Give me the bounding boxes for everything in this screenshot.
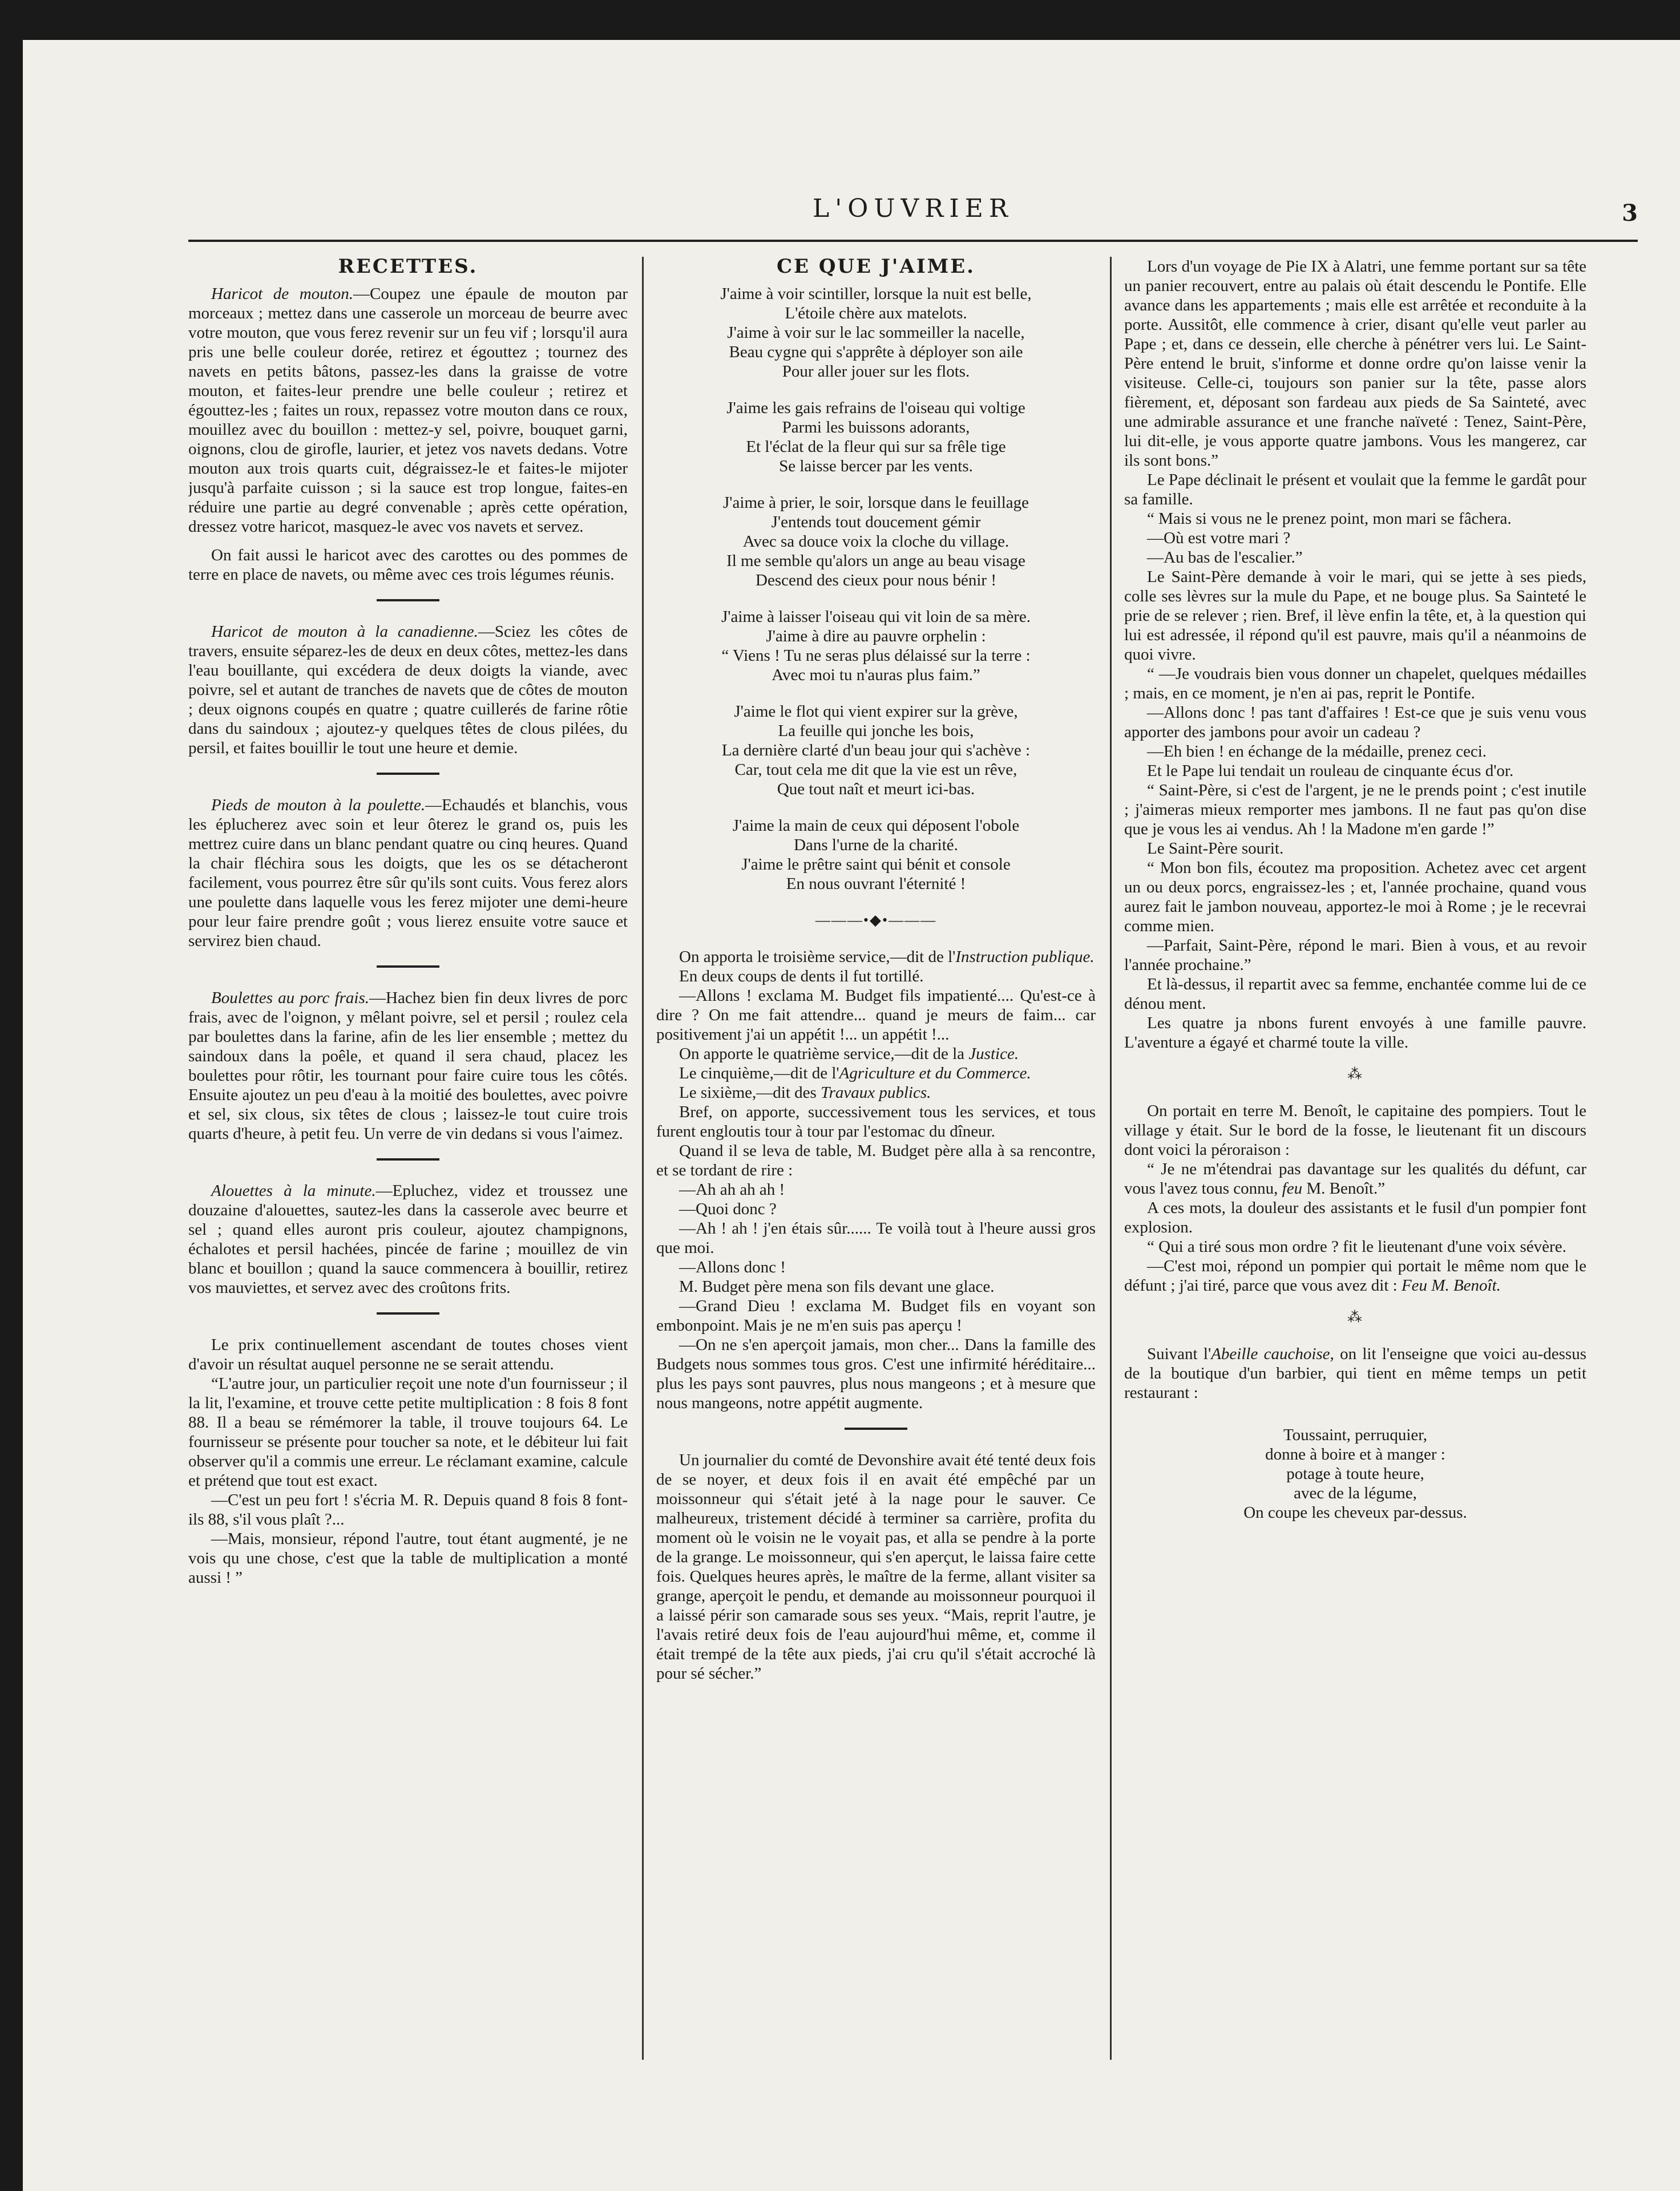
recipe-title: Pieds de mouton à la poulette. xyxy=(211,796,426,814)
asterism-divider: ⁂ xyxy=(1347,1066,1363,1082)
recipe-title: Boulettes au porc frais. xyxy=(211,989,370,1007)
page-number: 3 xyxy=(1622,200,1638,227)
poem-line: En nous ouvrant l'éternité ! xyxy=(786,875,966,893)
story-paragraph: Lors d'un voyage de Pie IX à Alatri, une femme portant sur sa tête un panier recouvert, entre au palais où était descendu le Pontife. Elle avance dans les appartements ; mais elle est arrêtée et reconduite à la porte. Aussitôt, elle commence à crier, disant qu'elle veut parler au Pape ; et, dans ce dessein, elle cherche à pénétrer vers lui. Le Saint-Père entend le bruit, s'informe et donne ordre qu'on laisse venir la visiteuse. Celle-ci, toujours son panier sur la tête, passe alors fièrement, et, déposant son fardeau aux pieds de Sa Sainteté, avec une admirable assurance et une franche naïveté : Tenez, Saint-Père, lui dit-elle, je vous apporte quatre jambons. Vous les mangerez, car ils sont bons.” xyxy=(1124,257,1586,470)
poem-line: “ Viens ! Tu ne seras plus délaissé sur la terre : xyxy=(721,646,1031,665)
divider xyxy=(377,1158,439,1161)
story-paragraph: Les quatre ja nbons furent envoyés à une famille pauvre. L'aventure a égayé et charmé toute la ville. xyxy=(1124,1014,1586,1052)
story-paragraph: —Ah ah ah ah ! xyxy=(679,1181,785,1199)
story-paragraph xyxy=(1124,1344,1586,1402)
recipe-title: Haricot de mouton à la canadienne. xyxy=(211,622,478,641)
poem-line: J'aime la main de ceux qui déposent l'obole xyxy=(732,816,1020,835)
recipe-haricot-mouton xyxy=(188,284,628,536)
sign-line: avec de la légume, xyxy=(1294,1484,1417,1502)
poem-line: Et l'éclat de la fleur qui sur sa frêle tige xyxy=(746,438,1006,456)
story-paragraph: —Mais, monsieur, répond l'autre, tout étant augmenté, je ne vois qu une chose, c'est que la table de multiplication a monté aussi ! ” xyxy=(188,1530,628,1587)
recipe-alouettes xyxy=(188,1181,628,1297)
story-paragraph: —Au bas de l'escalier.” xyxy=(1147,548,1303,567)
italic-text: Agriculture et du Commerce. xyxy=(839,1064,1031,1082)
story-paragraph: “L'autre jour, un particulier reçoit une note d'un fournisseur ; il la lit, l'examine, et trouve cette petite multiplication : 8 fois 8 font 88. Il a beau se rémémorer la table, il trouve toujours 64. Le fournisseur se présente pour toucher sa note, et le débiteur lui fait observer qu'il a commis une erreur. Le réclamant examine, calcule et prétend que tout est exact. xyxy=(188,1375,628,1490)
italic-text: Abeille cauchoise, xyxy=(1211,1345,1334,1363)
italic-text: Instruction publique. xyxy=(955,948,1095,966)
column-rule-2 xyxy=(1110,257,1112,2060)
recipe-body: —Sciez les côtes de travers, ensuite séparez-les de deux en deux côtes, mettez-les dans l'eau bouillante, qui excédera de deux doigts la viande, avec poivre, sel et autant de tranches de navets que de côtes de mouton ; deux oignons coupés en quatre ; quatre cuillerés de farine rôtie dans du saindoux ; ajoutez-y quelques têtes de clous pilées, du persil, et faites bouillir le tout une heure et demie. xyxy=(188,622,628,757)
story-paragraph: “ Saint-Père, si c'est de l'argent, je ne le prends point ; c'est inutile ; j'aimeras mieux remporter mes jambons. Il ne faut pas qu'on dise que je vous les ai vendus. Ah ! la Madone m'en garde !” xyxy=(1124,781,1586,838)
recipe-haricot-canadienne xyxy=(188,622,628,758)
italic-text: Feu M. Benoît. xyxy=(1401,1276,1501,1295)
sign-line: Toussaint, perruquier, xyxy=(1283,1426,1428,1444)
poem-line: Pour aller jouer sur les flots. xyxy=(782,362,970,381)
text: Le cinquième,—dit de l' xyxy=(679,1064,839,1082)
poem-line: J'aime à voir sur le lac sommeiller la nacelle, xyxy=(727,324,1025,342)
stanza xyxy=(656,284,1096,381)
sign-line: On coupe les cheveux par-dessus. xyxy=(1243,1503,1467,1522)
story-paragraph: —Grand Dieu ! exclama M. Budget fils en voyant son embonpoint. Mais je ne m'en suis pas aperçu ! xyxy=(656,1297,1096,1335)
recipe-boulettes xyxy=(188,988,628,1143)
divider xyxy=(377,599,439,601)
poem-line: J'aime à voir scintiller, lorsque la nuit est belle, xyxy=(720,285,1032,303)
text: on lit l'enseigne que voici au-dessus de la boutique d'un barbier, qui tient en même temps un petit restaurant : xyxy=(1124,1345,1586,1402)
stanza xyxy=(656,607,1096,685)
poem-line: Descend des cieux pour nous bénir ! xyxy=(756,571,996,589)
stanza xyxy=(656,816,1096,894)
poem-line: Avec moi tu n'auras plus faim.” xyxy=(772,666,980,684)
stanza xyxy=(656,702,1096,799)
column-anecdotes xyxy=(1124,257,1586,2100)
story-paragraph: En deux coups de dents il fut tortillé. xyxy=(679,967,924,985)
story-paragraph: Quand il se leva de table, M. Budget père alla à sa rencontre, et se tordant de rire : xyxy=(656,1142,1096,1179)
poem-line: Parmi les buissons adorants, xyxy=(782,418,970,436)
italic-text: Justice. xyxy=(968,1045,1019,1063)
poem-line: J'aime à dire au pauvre orphelin : xyxy=(766,627,986,645)
poem-line: J'entends tout doucement gémir xyxy=(771,513,981,531)
story-paragraph: —Ah ! ah ! j'en étais sûr...... Te voilà tout à l'heure aussi gros que moi. xyxy=(656,1219,1096,1257)
poem-line: La feuille qui jonche les bois, xyxy=(778,722,974,740)
story-paragraph: —Allons donc ! xyxy=(679,1258,786,1276)
story-paragraph: “ Mon bon fils, écoutez ma proposition. Achetez avec cet argent un ou deux porcs, engraissez-les ; et, l'année prochaine, quand vous aurez fait le jambon nouveau, apportez-le moi à Rome ; je le recevrai comme mien. xyxy=(1124,859,1586,935)
story-paragraph xyxy=(656,1083,1096,1102)
divider xyxy=(845,1428,907,1430)
story-paragraph: —Parfait, Saint-Père, répond le mari. Bien à vous, et au revoir l'année prochaine.” xyxy=(1124,936,1586,974)
story-paragraph: —Allons ! exclama M. Budget fils impatienté.... Qu'est-ce à dire ? On me fait attendre... quand je meurs de faim... car positivement j'ai un appétit !... un appétit !... xyxy=(656,987,1096,1044)
story-paragraph: —Où est votre mari ? xyxy=(1147,529,1291,547)
page-header xyxy=(188,194,1638,234)
story-paragraph: Bref, on apporte, successivement tous les services, et tous furent engloutis tour à tour par l'estomac du dîneur. xyxy=(656,1103,1096,1141)
section-heading-recettes: RECETTES. xyxy=(338,257,478,278)
masthead: L'OUVRIER xyxy=(812,194,1013,223)
poem-line: Dans l'urne de la charité. xyxy=(794,836,958,854)
recipe-body: —Echaudés et blanchis, vous les éplucherez avec soin et leur ôterez le grand os, puis les mettrez cuire dans un blanc pendant quatre ou cinq heures. Quand la chair fléchira sous les doigts, que les os se détacheront facilement, vous pourrez être sûr qu'ils sont cuits. Vous ferez alors une poulette dans laquelle vous les ferez mijoter une demi-heure pour leur faire prendre goût ; vous lierez ensuite votre sauce et servirez bien chaud. xyxy=(188,796,628,950)
poem-line: Il me semble qu'alors un ange au beau visage xyxy=(726,552,1025,570)
poem-line: J'aime à prier, le soir, lorsque dans le feuillage xyxy=(723,494,1029,512)
poem-line: Car, tout cela me dit que la vie est un rêve, xyxy=(734,761,1017,779)
ornament-divider: ———•◆•——— xyxy=(815,912,937,928)
story-paragraph: Et là-dessus, il repartit avec sa femme, enchantée comme lui de ce dénou ment. xyxy=(1124,975,1586,1013)
shop-sign xyxy=(1124,1425,1586,1522)
text: On apporte le quatrième service,—dit de la xyxy=(679,1045,969,1063)
story-paragraph: “ Mais si vous ne le prenez point, mon mari se fâchera. xyxy=(1147,510,1512,528)
poem-line: Que tout naît et meurt ici-bas. xyxy=(777,780,975,798)
story-paragraph: —On ne s'en aperçoit jamais, mon cher... Dans la famille des Budgets nous sommes tous gros. C'est une infirmité héréditaire... plus les pays sont pauvres, plus nous mangeons ; et à mesure que nous mangeons, notre appétit augmente. xyxy=(656,1336,1096,1412)
poem-line: La dernière clarté d'un beau jour qui s'achève : xyxy=(721,741,1031,759)
divider xyxy=(377,1312,439,1315)
story-paragraph: M. Budget père mena son fils devant une glace. xyxy=(679,1278,995,1296)
recipe-pieds-mouton xyxy=(188,795,628,951)
poem-line: J'aime le flot qui vient expirer sur la grève, xyxy=(734,702,1018,721)
poem-line: J'aime les gais refrains de l'oiseau qui voltige xyxy=(726,399,1025,417)
stanza xyxy=(656,493,1096,590)
story-paragraph: Le Saint-Père sourit. xyxy=(1147,839,1284,858)
asterism-divider: ⁂ xyxy=(1347,1309,1363,1325)
poem-title: CE QUE J'AIME. xyxy=(777,257,975,278)
story-paragraph: On portait en terre M. Benoît, le capitaine des pompiers. Tout le village y était. Sur le bord de la fosse, le lieutenant fit un discours dont voici la péroraison : xyxy=(1124,1102,1586,1159)
poem-line: Se laisse bercer par les vents. xyxy=(779,457,973,475)
story-paragraph: Le prix continuellement ascendant de toutes choses vient d'avoir un résultat auquel personne ne se serait attendu. xyxy=(188,1336,628,1373)
sign-line: donne à boire et à manger : xyxy=(1265,1445,1445,1464)
column-recettes xyxy=(188,257,628,2100)
story-paragraph: Un journalier du comté de Devonshire avait été tenté deux fois de se noyer, et deux fois il en avait été empêché par un moissonneur qui s'était jeté à la nage pour le sauver. Ce malheureux, tristement décidé à terminer sa carrière, profita du moment où le voisin ne le voyait pas, et alla se pendre à la porte de la grange. Le moissonneur, qui s'en aperçut, le laissa faire cette fois. Quelques heures après, le maître de la ferme, allant visiter sa grange, aperçoit le pendu, et demande au moissonneur pourquoi il a laissé périr son camarade sous ses yeux. “Mais, reprit l'autre, je l'avais retiré deux fois de l'eau aujourd'hui même, et, comme il était trempé de la tête aux pieds, j'ai cru qu'il s'était accroché là pour sé sécher.” xyxy=(656,1451,1096,1683)
poem-line: J'aime à laisser l'oiseau qui vit loin de sa mère. xyxy=(721,608,1031,626)
recipe-title: Haricot de mouton. xyxy=(211,285,353,303)
story-paragraph: Le Pape déclinait le présent et voulait que la femme le gardât pour sa famille. xyxy=(1124,471,1586,508)
text: M. Benoît.” xyxy=(1302,1179,1386,1198)
story-paragraph: Et le Pape lui tendait un rouleau de cinquante écus d'or. xyxy=(1147,762,1514,780)
recipe-body: —Epluchez, videz et troussez une douzaine d'alouettes, sautez-les dans la casserole avec beurre et sel ; quand elles auront pris couleur, ajoutez champignons, échalotes et persil hachées, pincée de farine ; mouillez de vin blanc et bouillon ; quand la sauce commencera à bouillir, retirez vos mauviettes, et servez avec des croûtons frits. xyxy=(188,1182,628,1297)
story-paragraph xyxy=(1124,1159,1586,1198)
story-paragraph: —Quoi donc ? xyxy=(679,1200,777,1218)
newspaper-page xyxy=(23,40,1680,2191)
story-paragraph: —Eh bien ! en échange de la médaille, prenez ceci. xyxy=(1147,742,1487,761)
divider xyxy=(377,965,439,968)
recipe-title: Alouettes à la minute. xyxy=(211,1182,376,1200)
poem-line: Beau cygne qui s'apprête à déployer son aile xyxy=(729,343,1023,361)
story-paragraph xyxy=(656,947,1096,967)
story-paragraph: —Allons donc ! pas tant d'affaires ! Est-ce que je suis venu vous apporter des jambons pour avoir un cadeau ? xyxy=(1124,704,1586,741)
divider xyxy=(377,773,439,775)
story-paragraph: Le Saint-Père demande à voir le mari, qui se jette à ses pieds, colle ses lèvres sur la mule du Pape, et ne bouge plus. Sa Sainteté le prie de se relever ; rien. Bref, il lève enfin la tête, et, à la question qui lui est adressée, il répond qu'il est pauvre, mais qu'il a néanmoins de quoi vivre. xyxy=(1124,568,1586,664)
recipe-body: —Coupez une épaule de mouton par morceaux ; mettez dans une casserole un morceau de beurre avec votre mouton, que vous ferez revenir sur un feu vif ; lorsqu'il aura pris une belle couleur dorée, retirez et égouttez ; tournez des navets en petits bâtons, passez-les dans la graisse de votre mouton, et faites-leur prendre une belle couleur ; retirez et égouttez-les ; faites un roux, repassez votre mouton dans ce roux, mouillez avec du bouillon : mettez-y sel, poivre, bouquet garni, oignons, clou de girofle, laurier, et jetez vos navets dedans. Votre mouton aux trois quarts cuit, dégraissez-le et faites-le mijoter jusqu'à parfaite cuisson ; si la sauce est trop longue, faites-en réduire une partie au degré convenable ; après cette opération, dressez votre haricot, masquez-le avec vos navets et servez. xyxy=(188,285,628,536)
poem-line: J'aime le prêtre saint qui bénit et console xyxy=(741,855,1011,874)
story-paragraph: “ Qui a tiré sous mon ordre ? fit le lieutenant d'une voix sévère. xyxy=(1147,1238,1566,1256)
story-paragraph xyxy=(1124,1256,1586,1295)
recipe-note: On fait aussi le haricot avec des carottes ou des pommes de terre en place de navets, ou même avec ces trois légumes réunis. xyxy=(188,546,628,584)
column-rule-1 xyxy=(642,257,644,2060)
italic-text: Travaux publics. xyxy=(821,1084,931,1102)
story-paragraph: A ces mots, la douleur des assistants et le fusil d'un pompier font explosion. xyxy=(1124,1199,1586,1236)
sign-line: potage à toute heure, xyxy=(1286,1465,1424,1483)
story-paragraph: “ —Je voudrais bien vous donner un chapelet, quelques médailles ; mais, en ce moment, je n'en ai pas, reprit le Pontife. xyxy=(1124,665,1586,702)
story-paragraph xyxy=(656,1064,1096,1083)
poem-line: Avec sa douce voix la cloche du village. xyxy=(742,532,1009,551)
story-paragraph xyxy=(656,1044,1096,1064)
poem xyxy=(656,284,1096,894)
column-poem xyxy=(656,257,1096,2100)
header-rule xyxy=(188,240,1638,242)
text: —C'est moi, répond un pompier qui portait le même nom que le défunt ; j'ai tiré, parce que vous avez dit : xyxy=(1124,1257,1586,1295)
recipe-body: —Hachez bien fin deux livres de porc frais, avec de l'oignon, y mêlant poivre, sel et persil ; roulez cela par boulettes dans la farine, afin de les lier ensemble ; mettez du saindoux dans la poêle, et quand il sera chaud, placez les boulettes pour rôtir, les tournant pour faire cuire tous les côtés. Ensuite ajoutez un peu d'eau à la moitié des boulettes, avec poivre et sel, six clous, six têtes de clous ; laissez-le tout cuire trois quarts d'heure, à petit feu. Un verre de vin dedans si vous l'aimez. xyxy=(188,989,628,1143)
stanza xyxy=(656,398,1096,476)
text: On apporta le troisième service,—dit de l' xyxy=(679,948,956,966)
poem-line: L'étoile chère aux matelots. xyxy=(785,304,967,322)
text: Suivant l' xyxy=(1147,1345,1211,1363)
text: “ Je ne m'étendrai pas davantage sur les qualités du défunt, car vous l'avez tous connu, xyxy=(1124,1160,1586,1198)
text: Le sixième,—dit des xyxy=(679,1084,821,1102)
story-paragraph: —C'est un peu fort ! s'écria M. R. Depuis quand 8 fois 8 font-ils 88, s'il vous plaît ?... xyxy=(188,1491,628,1529)
italic-text: feu xyxy=(1282,1179,1303,1198)
